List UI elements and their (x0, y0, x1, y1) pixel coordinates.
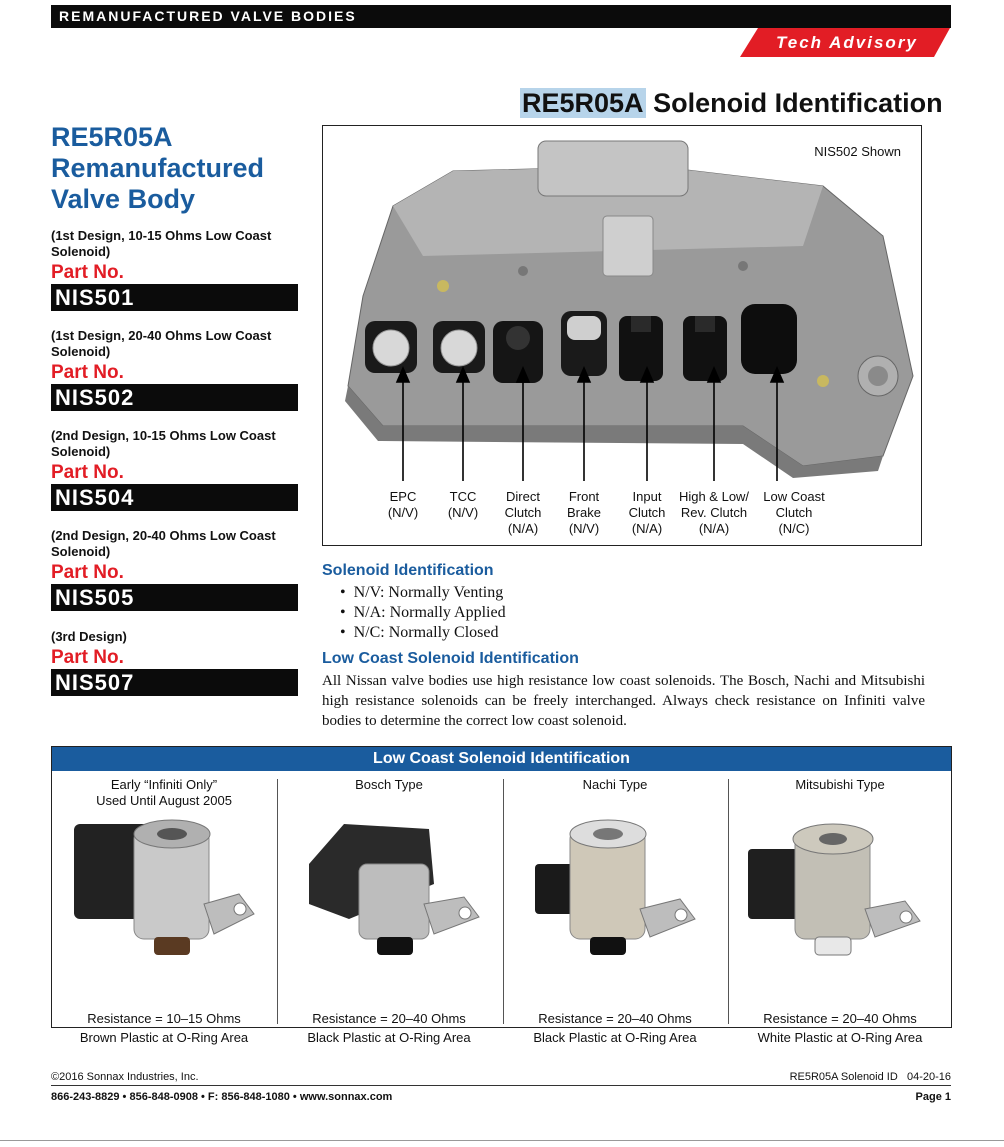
solenoid-photo-nachi (515, 809, 715, 959)
solenoid-column-nachi (503, 771, 727, 1045)
part-number-label: Part No. (51, 262, 124, 283)
product-title-line: RE5R05A (51, 122, 173, 152)
column-title: Early “Infiniti Only” Used Until August 2005 (96, 777, 232, 808)
part-number-box (51, 384, 298, 411)
footer-divider (51, 1085, 951, 1086)
solenoid-id-list (340, 583, 506, 643)
column-title: Mitsubishi Type (795, 777, 885, 792)
part-number-box (51, 284, 298, 311)
callout-tcc: TCC (N/V) (447, 489, 479, 520)
solenoid-column-early-infiniti (52, 771, 276, 1045)
part-number-label: Part No. (51, 362, 124, 383)
low-coast-heading: Low Coast Solenoid Identification (322, 650, 579, 667)
solenoid-photo-bosch (289, 809, 489, 959)
part-number: NIS507 (55, 670, 135, 695)
list-item: • N/C: Normally Closed (340, 623, 506, 643)
solenoid-id-heading: Solenoid Identification (322, 562, 494, 579)
solenoid-photo-mitsubishi (740, 809, 940, 959)
callout-direct-clutch: Direct Clutch (N/A) (504, 489, 542, 536)
part-description: (2nd Design, 20-40 Ohms Low Coast Solenoid) (51, 528, 276, 559)
part-number: NIS502 (55, 385, 135, 410)
part-number-box (51, 669, 298, 696)
part-number-box (51, 484, 298, 511)
page-title-rest: Solenoid Identification (653, 88, 943, 118)
figure-caption: NIS502 Shown (814, 144, 901, 159)
solenoid-photo-early (64, 809, 264, 959)
callout-high-low-rev-clutch: High & Low/ Rev. Clutch (N/A) (678, 489, 750, 536)
callout-front-brake: Front Brake (N/V) (567, 489, 601, 536)
page-title-model: RE5R05A (522, 88, 644, 118)
section-label: REMANUFACTURED VALVE BODIES (59, 8, 357, 24)
part-number-box (51, 584, 298, 611)
part-number-label: Part No. (51, 462, 124, 483)
list-item: • N/V: Normally Venting (340, 583, 506, 603)
tech-advisory-badge (740, 28, 950, 57)
valve-body-figure (322, 125, 922, 546)
product-title-line: Valve Body (51, 184, 196, 214)
list-item: • N/A: Normally Applied (340, 603, 506, 623)
part-description: (2nd Design, 10-15 Ohms Low Coast Solenoid) (51, 428, 276, 459)
part-description: (1st Design, 10-15 Ohms Low Coast Solenoid) (51, 228, 272, 259)
part-number: NIS501 (55, 285, 135, 310)
page-title (520, 88, 943, 119)
column-resistance: Resistance = 20–40 Ohms White Plastic at O-Ring Area (757, 1011, 923, 1045)
product-title-line: Remanufactured (51, 153, 265, 183)
copyright: ©2016 Sonnax Industries, Inc. (51, 1071, 199, 1083)
low-coast-paragraph: All Nissan valve bodies use high resistance low coast solenoids. The Bosch, Nachi and Mitsubishi high resistance solenoids can be freely interchanged. Always check resistance on Infiniti valve bodies to determine the correct low coast solenoid. (322, 673, 925, 729)
callout-epc: EPC (N/V) (387, 489, 419, 520)
document-id: RE5R05A Solenoid ID 04-20-16 (789, 1071, 951, 1083)
table-title: Low Coast Solenoid Identification (52, 747, 951, 771)
low-coast-table (51, 746, 952, 1045)
column-resistance: Resistance = 10–15 Ohms Brown Plastic at O-Ring Area (79, 1011, 249, 1045)
column-resistance: Resistance = 20–40 Ohms Black Plastic at O-Ring Area (533, 1011, 697, 1045)
part-number: NIS504 (55, 485, 135, 510)
badge-label: Tech Advisory (776, 33, 918, 52)
part-number: NIS505 (55, 585, 135, 610)
part-number-label: Part No. (51, 647, 124, 668)
bottom-divider (0, 1140, 1004, 1141)
column-title: Nachi Type (582, 777, 648, 792)
solenoid-column-mitsubishi (728, 771, 952, 1045)
part-description: (1st Design, 20-40 Ohms Low Coast Solenoid) (51, 328, 272, 359)
column-resistance: Resistance = 20–40 Ohms Black Plastic at O-Ring Area (307, 1011, 471, 1045)
product-title (51, 122, 301, 215)
contact-info: 866-243-8829 • 856-848-0908 • F: 856-848-1080 • www.sonnax.com (51, 1091, 393, 1103)
part-description: (3rd Design) (51, 629, 127, 644)
section-header-bar (51, 5, 951, 28)
valve-body-illustration (323, 126, 921, 545)
solenoid-column-bosch (277, 771, 501, 1045)
column-title: Bosch Type (355, 777, 423, 792)
callout-low-coast-clutch: Low Coast Clutch (N/C) (763, 489, 825, 536)
page-number: Page 1 (915, 1091, 951, 1103)
callout-input-clutch: Input Clutch (N/A) (628, 489, 666, 536)
part-number-label: Part No. (51, 562, 124, 583)
